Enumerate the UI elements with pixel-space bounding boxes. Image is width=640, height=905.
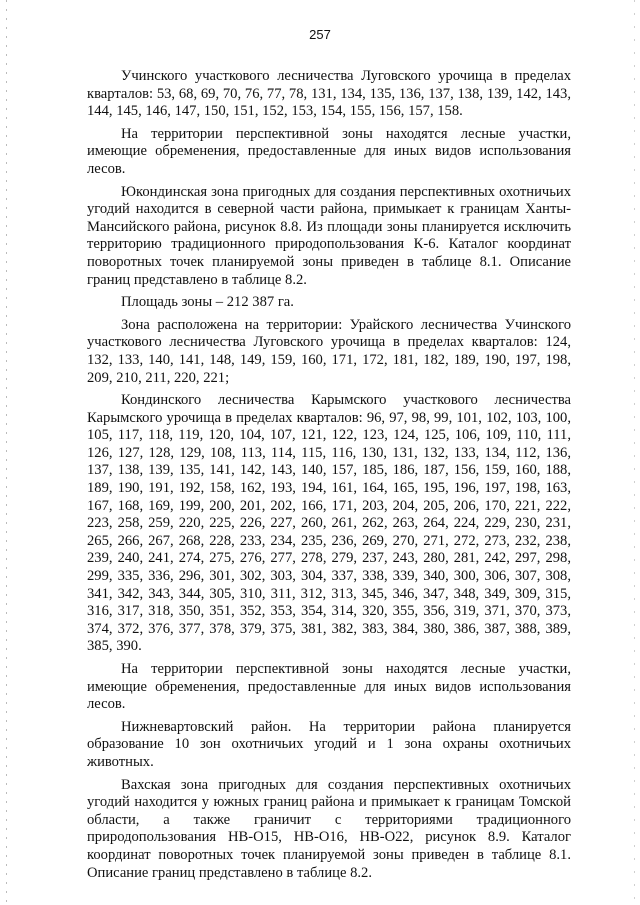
- paragraph-kondinsky-forestry: Кондинского лесничества Карымского участкового лесничества Карымского урочища в пределах кварталов: 96, 97, 98, 99, 101, 102, 103, 100, 105, 117, 118, 119, 120, 104, 107, 121, 122, 123, 124, 125, 106, 109, 110, 111, 126, 127, 128, 129, 108, 113, 114, 115, 116, 130, 131, 132, 133, 134, 112, 136, 137, 138, 139, 135, 141, 142, 143, 140, 157, 185, 186, 187, 156, 159, 160, 188, 189, 190, 191, 192, 158, 162, 193, 194, 161, 164, 165, 195, 196, 197, 198, 163, 167, 168, 169, 199, 200, 201, 202, 166, 171, 203, 204, 205, 206, 170, 221, 222, 223, 258, 259, 220, 225, 226, 227, 260, 261, 262, 263, 264, 224, 229, 230, 231, 265, 266, 267, 268, 228, 233, 234, 235, 236, 269, 270, 271, 272, 273, 232, 238, 239, 240, 241, 274, 275, 276, 277, 278, 279, 237, 243, 280, 281, 242, 297, 298, 299, 335, 336, 296, 301, 302, 303, 304, 337, 338, 339, 340, 300, 306, 307, 308, 341, 342, 343, 344, 305, 310, 311, 312, 313, 345, 346, 347, 348, 349, 309, 315, 316, 317, 318, 350, 351, 352, 353, 354, 314, 320, 355, 356, 319, 371, 370, 373, 374, 372, 376, 377, 378, 379, 375, 381, 382, 383, 384, 380, 386, 387, 388, 389, 385, 390.: [87, 392, 571, 655]
- document-body: [87, 68, 571, 887]
- paragraph-encumbrances-2: На территории перспективной зоны находятся лесные участки, имеющие обременения, предоставленные для иных видов использования лесов.: [87, 661, 571, 713]
- paragraph-uchinsky-continuation: Учинского участкового лесничества Луговского урочища в пределах кварталов: 53, 68, 69, 70, 76, 77, 78, 131, 134, 135, 136, 137, 138, 139, 142, 143, 144, 145, 146, 147, 150, 151, 152, 153, 154, 155, 156, 157, 158.: [87, 68, 571, 120]
- scan-edge-left: [6, 0, 7, 905]
- paragraph-encumbrances-1: На территории перспективной зоны находятся лесные участки, имеющие обременения, предоставленные для иных видов использования лесов.: [87, 125, 571, 177]
- paragraph-zone-area: Площадь зоны – 212 387 га.: [121, 294, 294, 311]
- page-number: 257: [309, 27, 331, 42]
- paragraph-urai-forestry: Зона расположена на территории: Урайского лесничества Учинского участкового лесничества Луговского урочища в пределах кварталов: 124, 132, 133, 140, 141, 148, 149, 159, 160, 171, 172, 181, 182, 189, 190, 197, 198, 209, 210, 211, 220, 221;: [87, 316, 571, 386]
- scan-edge-right: [634, 0, 635, 905]
- paragraph-vakhskaya-zone: Вахская зона пригодных для создания перспективных охотничьих угодий находится у южных границ района и примыкает к границам Томской области, а также граничит с территориями традиционного природопользования НВ-О15, НВ-О16, НВ-О22, рисунок 8.9. Каталог координат поворотных точек планируемой зоны приведен в таблице 8.1. Описание границ представлено в таблице 8.2.: [87, 776, 571, 881]
- paragraph-nizhnevartovsky-district: Нижневартовский район. На территории района планируется образование 10 зон охотничьих угодий и 1 зона охраны охотничьих животных.: [87, 718, 571, 770]
- paragraph-yukondinskaya-zone: Юкондинская зона пригодных для создания перспективных охотничьих угодий находится в северной части района, примыкает к границам Ханты-Мансийского района, рисунок 8.8. Из площади зоны планируется исключить территорию традиционного природопользования К-6. Каталог координат поворотных точек планируемой зоны приведен в таблице 8.1. Описание границ представлено в таблице 8.2.: [87, 183, 571, 288]
